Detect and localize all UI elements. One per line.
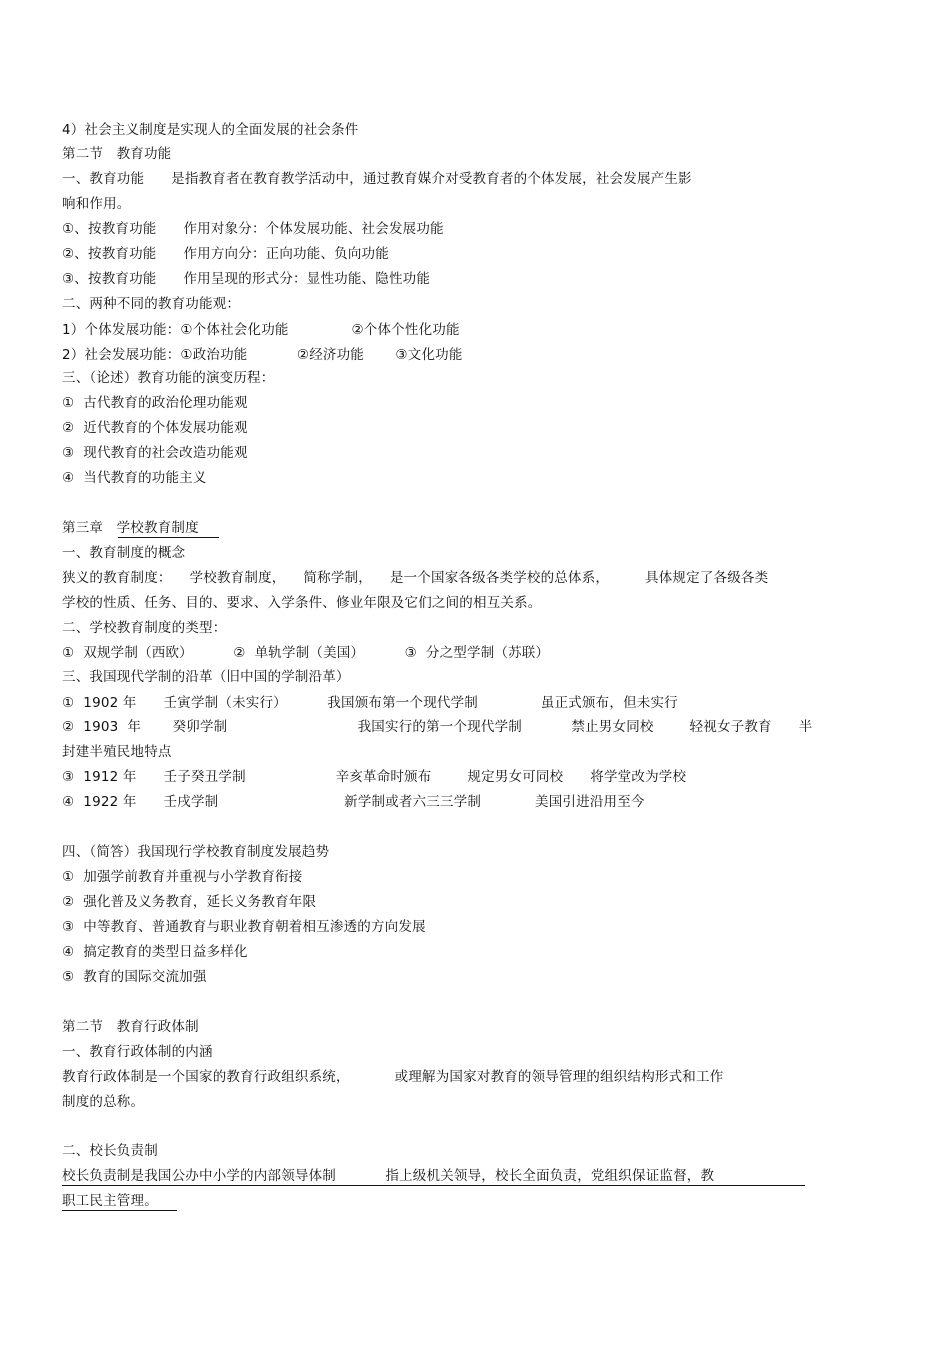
- list-item: ④ 当代教育的功能主义: [62, 470, 207, 486]
- list-item: 2）社会发展功能：①政治功能 ②经济功能 ③文化功能: [62, 347, 463, 363]
- text-line: 四、（简答）我国现行学校教育制度发展趋势: [62, 844, 330, 860]
- text-underline: [62, 1210, 177, 1211]
- list-item: ① 双规学制（西欧） ② 单轨学制（美国） ③ 分之型学制（苏联）: [62, 645, 550, 661]
- section-heading: 第二节 教育行政体制: [62, 1019, 199, 1035]
- list-item: ④ 搞定教育的类型日益多样化: [62, 944, 248, 960]
- list-item: ③ 1912 年 壬子癸丑学制 辛亥革命时颁布 规定男女可同校 将学堂改为学校: [62, 769, 687, 785]
- text-line: 狭义的教育制度： 学校教育制度， 简称学制， 是一个国家各级各类学校的总体系， 具体规定了各级各类: [62, 570, 769, 586]
- chapter-heading: 第三章 学校教育制度: [62, 520, 204, 536]
- text-line: 校长负责制是我国公办中小学的内部领导体制 指上级机关领导，校长全面负责，党组织保证监督，教: [62, 1168, 715, 1184]
- list-item: ② 1903 年 癸卯学制 我国实行的第一个现代学制 禁止男女同校 轻视女子教育 半: [62, 719, 813, 735]
- list-item: ① 古代教育的政治伦理功能观: [62, 395, 248, 411]
- list-item: ② 近代教育的个体发展功能观: [62, 420, 248, 436]
- list-item: 1）个体发展功能：①个体社会化功能 ②个体个性化功能: [62, 322, 460, 338]
- text-line: 一、教育功能 是指教育者在教育教学活动中，通过教育媒介对受教育者的个体发展，社会发展产生影: [62, 171, 692, 187]
- text-line: 一、教育行政体制的内涵: [62, 1044, 213, 1060]
- heading-underline: [118, 537, 219, 538]
- text-line: 学校的性质、任务、目的、要求、入学条件、修业年限及它们之间的相互关系。: [62, 595, 542, 611]
- list-item: ① 加强学前教育并重视与小学教育衔接: [62, 869, 303, 885]
- list-item: ①、按教育功能 作用对象分：个体发展功能、社会发展功能: [62, 221, 444, 237]
- list-item: ④ 1922 年 壬戌学制 新学制或者六三三学制 美国引进沿用至今: [62, 794, 645, 810]
- list-item: ⑤ 教育的国际交流加强: [62, 969, 207, 985]
- text-line: 二、两种不同的教育功能观：: [62, 296, 241, 312]
- list-item: ② 强化普及义务教育，延长义务教育年限: [62, 894, 317, 910]
- text-line: 职工民主管理。: [62, 1193, 158, 1209]
- text-line: 三、（论述）教育功能的演变历程：: [62, 370, 275, 386]
- section-heading: 第二节 教育功能: [62, 146, 172, 162]
- list-item: ③ 中等教育、普通教育与职业教育朝着相互渗透的方向发展: [62, 919, 426, 935]
- text-underline: [62, 1185, 805, 1186]
- list-item: ③、按教育功能 作用呈现的形式分：显性功能、隐性功能: [62, 271, 431, 287]
- text-line: 一、教育制度的概念: [62, 545, 186, 561]
- list-item: ① 1902 年 壬寅学制（未实行） 我国颁布第一个现代学制 虽正式颁布，但未实行: [62, 695, 678, 711]
- text-line: 二、学校教育制度的类型：: [62, 620, 227, 636]
- list-item: ②、按教育功能 作用方向分：正向功能、负向功能: [62, 246, 389, 262]
- list-item: ③ 现代教育的社会改造功能观: [62, 445, 248, 461]
- text-line: 二、校长负责制: [62, 1143, 158, 1159]
- text-line: 封建半殖民地特点: [62, 744, 172, 760]
- text-line: 制度的总称。: [62, 1094, 145, 1110]
- text-line: 教育行政体制是一个国家的教育行政组织系统， 或理解为国家对教育的领导管理的组织结构形式和工作: [62, 1069, 724, 1085]
- text-line: 三、我国现代学制的沿革（旧中国的学制沿革）: [62, 669, 350, 685]
- text-line: 响和作用。: [62, 196, 131, 212]
- text-line: 4）社会主义制度是实现人的全面发展的社会条件: [62, 122, 359, 138]
